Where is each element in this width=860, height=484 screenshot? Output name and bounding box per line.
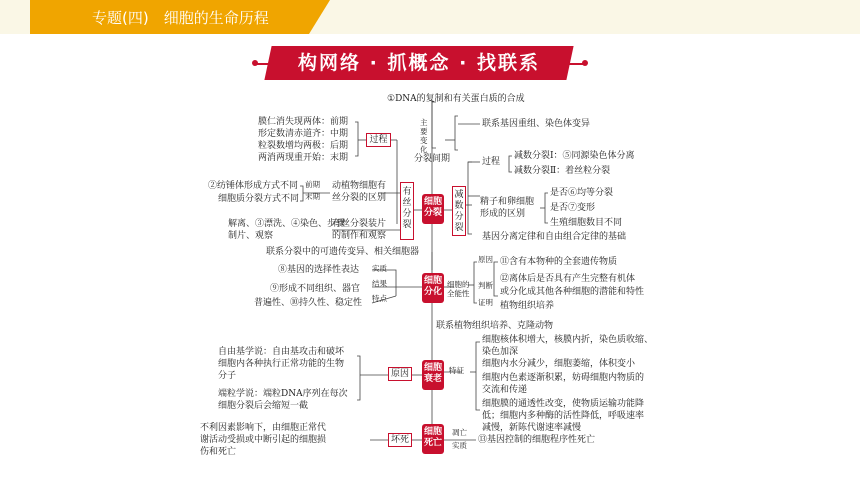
- process-telophase: 两消两现重开始：末期: [258, 153, 349, 163]
- experiment-steps: 解离、③漂洗、④染色、步骤: [228, 219, 346, 229]
- cloning-link: 联系植物组织培养、克隆动物: [436, 321, 554, 331]
- process-box: 过程: [366, 133, 391, 147]
- aging-feature-1a: 细胞核体积增大，核膜内折，染色质收缩、: [482, 335, 654, 345]
- necrosis-2: 谢活动受损或中断引起的细胞损: [200, 435, 327, 445]
- free-radical-2: 细胞内各种执行正常功能的生物: [218, 359, 345, 369]
- free-radical-1: 自由基学说：自由基攻击和破坏: [218, 347, 345, 357]
- question-deformation: 是否⑦变形: [550, 203, 596, 213]
- dna-replication-label: ①DNA的复制和有关蛋白质的合成: [387, 94, 525, 104]
- aging-cause-box: 原因: [388, 367, 412, 381]
- apoptosis-definition: ⑬基因控制的细胞程序性死亡: [478, 435, 596, 445]
- aging-feature-3b: 交流和传递: [482, 385, 528, 395]
- telomere-1: 端粒学说：端粒DNA序列在每次: [218, 389, 348, 399]
- aging-feature-2: 细胞内水分减少，细胞萎缩，体积变小: [482, 359, 636, 369]
- aging-feature-tag: 特征: [449, 366, 464, 375]
- process-prophase: 膜仁消失现两体：前期: [258, 117, 349, 127]
- totipotency-cause: ⑪含有本物种的全套遗传物质: [500, 257, 618, 267]
- genetic-law-basis: 基因分离定律和自由组合定律的基础: [482, 232, 627, 242]
- mitosis-box: [400, 182, 414, 240]
- diff-feature-tag: 特点: [372, 294, 387, 303]
- diff-essence-tag: 实质: [372, 264, 387, 273]
- main-change-label: 主要变化: [420, 118, 428, 154]
- totipotency-judge-1: ⑫离体后是否具有产生完整有机体: [500, 274, 636, 284]
- meiosis-process: 过程: [482, 157, 501, 167]
- spindle-difference-text: ②纺锤体形成方式不同: [208, 181, 299, 191]
- process-metaphase: 形定数清赤道齐：中期: [258, 129, 349, 139]
- cytoplasm-difference: 细胞质分裂方式不同: [218, 194, 300, 204]
- diff-feature: 普遍性、⑩持久性、稳定性: [254, 298, 363, 308]
- banner-title: 构网络 · 抓概念 · 找联系: [298, 52, 540, 74]
- meiosis-label: 减数分裂: [454, 190, 464, 233]
- telomere-2: 细胞分裂后会缩短一截: [218, 401, 309, 411]
- spindle-difference: [208, 180, 298, 192]
- aging-feature-3a: 细胞内色素逐渐积累，妨碍细胞内物质的: [482, 373, 645, 383]
- meiosis-1: 减数分裂Ⅰ：⑤同源染色体分离: [514, 151, 635, 161]
- aging-feature-4a: 细胞膜的通透性改变，使物质运输功能降: [482, 399, 645, 409]
- diff-result: ⑨形成不同组织、器官: [270, 284, 361, 294]
- cause-tag: 原因: [478, 255, 493, 264]
- aging-feature-4c: 减慢，新陈代谢速率减慢: [482, 423, 582, 433]
- spindle-mo: 末期: [305, 192, 320, 201]
- totipotency-judge-2: 或分化成其他各种细胞的潜能和特性: [500, 287, 645, 297]
- necrosis-3: 伤和死亡: [200, 447, 237, 457]
- meiosis-2: 减数分裂Ⅱ：着丝粒分裂: [514, 166, 611, 176]
- apoptosis-tag-2: 实质: [452, 441, 467, 450]
- question-equal-division: 是否⑥均等分裂: [550, 188, 614, 198]
- header-title: 专题(四) 细胞的生命历程: [92, 9, 269, 27]
- necrosis-box: 坏死: [388, 433, 412, 447]
- meiosis-box: [452, 186, 466, 236]
- core-cell-division: 细胞分裂: [422, 194, 444, 224]
- interphase-label: 分裂间期: [414, 154, 451, 164]
- diff-essence: ⑧基因的选择性表达: [278, 265, 360, 275]
- core-cell-differentiation: 细胞分化: [422, 273, 444, 303]
- spindle-qian: 前期: [305, 180, 320, 189]
- process-anaphase: 粒裂数增均两极：后期: [258, 141, 349, 151]
- totipotency-proof: 植物组织培养: [500, 301, 555, 311]
- experiment-steps-2: 制片、观察: [228, 231, 274, 241]
- heritable-variation-link: 联系分裂中的可遗传变异、相关细胞器: [266, 247, 420, 257]
- aging-feature-4b: 低；细胞内多种酶的活性降低，呼吸速率: [482, 411, 645, 421]
- gamete-difference-2: 形成的区别: [480, 209, 526, 219]
- free-radical-3: 分子: [218, 371, 237, 381]
- animal-plant-difference-2: 丝分裂的区别: [332, 193, 387, 203]
- germ-cell-number: 生殖细胞数目不同: [550, 218, 623, 228]
- diff-result-tag: 结果: [372, 279, 387, 288]
- slide-making-2: 的制作和观察: [332, 231, 387, 241]
- judge-tag: 判断: [478, 281, 493, 290]
- mitosis-label: 有丝分裂: [402, 187, 412, 230]
- aging-feature-1b: 染色加深: [482, 347, 519, 357]
- gamete-difference-1: 精子和卵细胞: [480, 197, 535, 207]
- animal-plant-difference-1: 动植物细胞有: [332, 181, 387, 191]
- core-cell-aging: 细胞衰老: [422, 360, 444, 390]
- variation-link-label: 联系基因重组、染色体变异: [482, 119, 591, 129]
- totipotency-label: 细胞的全能性: [447, 280, 470, 298]
- proof-tag: 证明: [478, 298, 493, 307]
- slide-making-1: 有丝分裂装片: [332, 219, 387, 229]
- necrosis-1: 不利因素影响下，由细胞正常代: [200, 423, 327, 433]
- core-cell-death: 细胞死亡: [422, 424, 444, 454]
- apoptosis-tag-1: 凋亡: [452, 428, 467, 437]
